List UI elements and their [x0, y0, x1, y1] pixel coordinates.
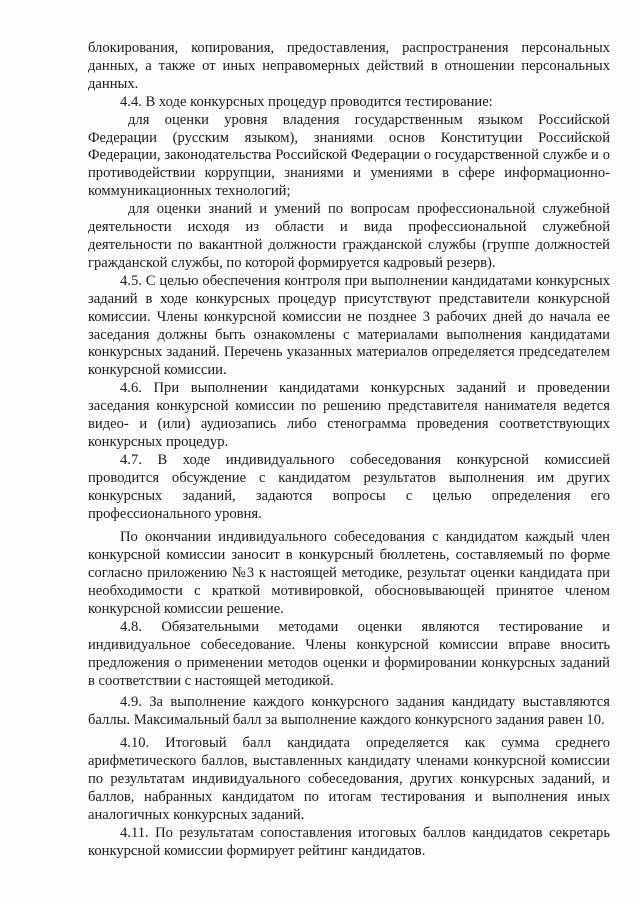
paragraph-4-5: 4.5. С целью обеспечения контроля при выполнении кандидатами конкурсных заданий в ходе конкурсных процедур присутствуют представители конкурсной комиссии. Члены конкурсной комиссии не позднее 3 рабочих дней до начала ее заседания должны быть ознакомлены с материалами выполнения кандидатами конкурсных заданий. Перечень указанных материалов определяется председателем конкурсной комиссии. [88, 272, 610, 379]
paragraph-4-7-continued: По окончании индивидуального собеседования с кандидатом каждый член конкурсной комиссии заносит в конкурсный бюллетень, составляемый по форме согласно приложению №3 к настоящей методике, результат оценки кандидата при необходимости с краткой мотивировкой, обосновывающей принятое членом конкурсной комиссии решение. [88, 529, 610, 618]
paragraph-4-7: 4.7. В ходе индивидуального собеседования конкурсной комиссией проводится обсуждение с кандидатом результатов выполнения им других конкурсных заданий, задаются вопросы с целью определения его профессионального уровня. [88, 451, 610, 522]
paragraph-4-4-item-b: для оценки знаний и умений по вопросам профессиональной служебной деятельности исходя из области и вида профессиональной служебной деятельности по вакантной должности гражданской службы (группе должностей гражданской службы, по которой формируется кадровый резерв). [88, 201, 610, 271]
paragraph-4-6: 4.6. При выполнении кандидатами конкурсных заданий и проведении заседания конкурсной комиссии по решению представителя нанимателя ведется видео- и (или) аудиозапись либо стенограмма проведения соответствующих конкурсных процедур. [88, 380, 610, 450]
paragraph-4-8: 4.8. Обязательными методами оценки являются тестирование и индивидуальное собеседование. Члены конкурсной комиссии вправе вносить предложения о применении методов оценки и формировании конкурсных заданий в соответствии с настоящей методикой. [88, 619, 610, 689]
paragraph-4-4: 4.4. В ходе конкурсных процедур проводится тестирование: [120, 93, 493, 110]
paragraph-4-4-item-a: для оценки уровня владения государственным языком Российской Федерации (русским языком), знаниями основ Конституции Российской Федерации, законодательства Российской Федерации о государственной службе и о противодействии коррупции, знаниями и умениями в сфере информационно-коммуникационных технологий; [88, 111, 610, 200]
paragraph-4-10: 4.10. Итоговый балл кандидата определяется как сумма среднего арифметического баллов, выставленных кандидату членами конкурсной комиссии по результатам индивидуального собеседования, других конкурсных заданий, и баллов, набранных кандидатом по итогам тестирования и выполнения иных аналогичных конкурсных заданий. [88, 735, 610, 824]
document-body [88, 40, 610, 861]
paragraph-4-9: 4.9. За выполнение каждого конкурсного задания кандидату выставляются баллы. Максимальный балл за выполнение каждого конкурсного задания равен 10. [88, 693, 610, 728]
paragraph-4-11: 4.11. По результатам сопоставления итоговых баллов кандидатов секретарь конкурсной комиссии формирует рейтинг кандидатов. [88, 824, 610, 859]
paragraph-continuation: блокирования, копирования, предоставления, распространения персональных данных, а также от иных неправомерных действий в отношении персональных данных. [88, 40, 610, 92]
